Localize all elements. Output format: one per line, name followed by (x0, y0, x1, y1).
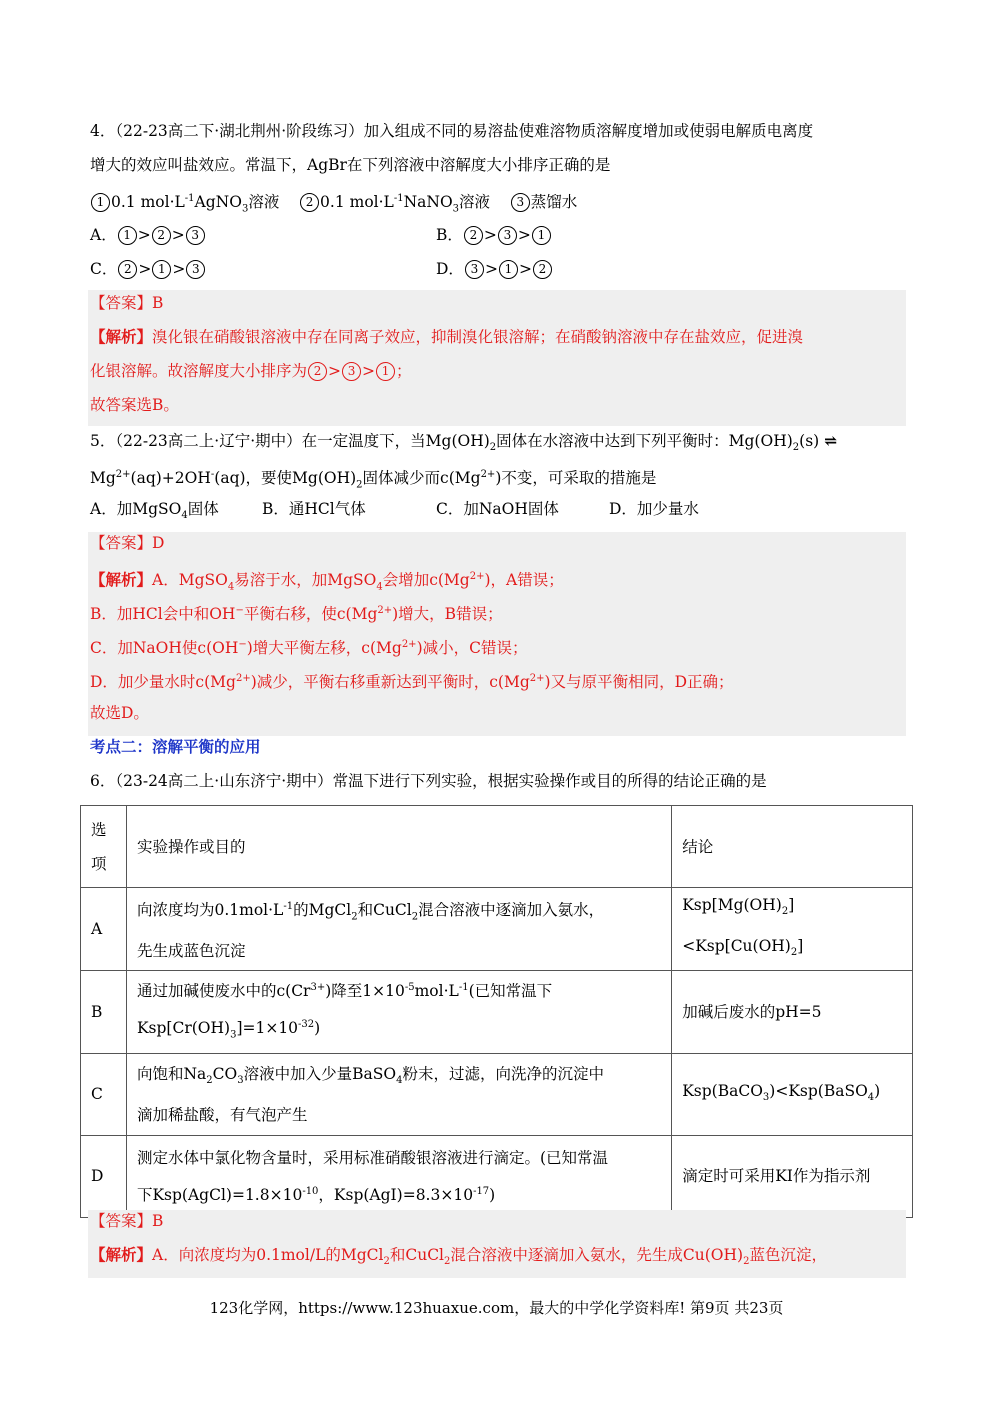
row-conclusion: $Ksp[Mg(OH)_2]<Ksp[Cu(OH)_2]$ (672, 888, 913, 971)
table-row (81, 1053, 913, 1135)
q5-answer: 【答案】D (90, 534, 165, 552)
section-heading: 考点二：溶解平衡的应用 (90, 737, 261, 756)
row-conclusion: 加碱后废水的pH=5 (672, 971, 913, 1053)
q4-option-a: A． 1 > 2 > 3 (90, 224, 206, 246)
row-conclusion: Ksp(BaCO$_3$)<Ksp(BaSO$_4$) (672, 1053, 913, 1135)
q4-explanation-line2: 化银溶解。故溶解度大小排序为 2 > 3 > 1 ； (90, 362, 412, 380)
q5-explanation-line3: C．加NaOH使c(OH−)增大平衡左移，$c(Mg^{2+})$减小，C错误； (90, 639, 528, 658)
row-operation: 向浓度均为$0.1mol\cdot L^{-1}$的MgCl$_2$和CuCl$_2$混合溶液中逐滴加入氨水， 先生成蓝色沉淀 (126, 888, 671, 971)
q4-answer-box (88, 290, 906, 426)
table-row (81, 1135, 913, 1217)
row-operation: 向饱和$Na_2CO_3$溶液中加入少量BaSO$_4$粉末，过滤，向洗净的沉淀中 滴加稀盐酸，有气泡产生 (126, 1053, 671, 1135)
page-footer: 123化学网，https://www.123huaxue.com，最大的中学化学资料库! 第9页 共23页 (209, 1299, 784, 1317)
table-row (81, 971, 913, 1053)
row-conclusion: 滴定时可采用KI作为指示剂 (672, 1135, 913, 1217)
q6-stem: 6．（23-24高二上·山东济宁·期中）常温下进行下列实验，根据实验操作或目的所得的结论正确的是 (90, 772, 767, 790)
q5-stem-line1: 5．（22-23高二上·辽宁·期中）在一定温度下，当$Mg(OH)_2$固体在水溶液中达到下列平衡时：$Mg(OH)_2(s)$ ⇌ (90, 431, 838, 454)
table-header-row (81, 806, 913, 888)
header-conclusion: 结论 (672, 806, 913, 888)
q5-explanation-line5: 故选D。 (90, 704, 149, 722)
header-option: 选 项 (81, 806, 127, 888)
row-option: C (81, 1053, 127, 1135)
q4-explanation-line3: 故答案选B。 (90, 396, 179, 414)
row-option: A (81, 888, 127, 971)
row-option: B (81, 971, 127, 1053)
q4-solutions: 1 0.1 $mol\cdot L^{-1}AgNO_3$溶液 2 0.1 $mol\cdot L^{-1}NaNO_3$溶液 3 蒸馏水 (90, 188, 577, 220)
q5-explanation-line4: D．加少量水时$c(Mg^{2+})$减少，平衡右移重新达到平衡时，$c(Mg^{2+})$又与原平衡相同，D正确； (90, 673, 734, 692)
q4-option-c: C． 2 > 1 > 3 (90, 258, 206, 280)
q5-option-b: B．通HCl气体 (262, 500, 366, 518)
q5-explanation-line2: B．加HCl会中和OH−平衡右移，使$c(Mg^{2+})$增大，B错误； (90, 605, 503, 624)
q5-option-a: A．加MgSO$_4$固体 (90, 500, 219, 522)
row-operation: 通过加碱使废水中的$c(Cr^{3+})$降至$1\times 10^{-5}mol\cdot L^{-1}$(已知常温下 $Ksp[Cr(OH)_3]=1\times 10^{-32}$) (126, 971, 671, 1053)
q6-explanation-line1: 【解析】A．向浓度均为0.1mol/L的MgCl$_2$和CuCl$_2$混合溶液中逐滴加入氨水，先生成$Cu(OH)_2$蓝色沉淀， (90, 1245, 827, 1268)
q5-explanation-line1: 【解析】A．MgSO$_4$易溶于水，加MgSO$_4$会增加$c(Mg^{2+})$，A错误； (90, 570, 564, 593)
q5-option-c: C．加NaOH固体 (436, 500, 559, 518)
q5-option-d: D．加少量水 (609, 500, 699, 518)
header-operation: 实验操作或目的 (126, 806, 671, 888)
row-operation: 测定水体中氯化物含量时，采用标准硝酸银溶液进行滴定。(已知常温 下$Ksp(AgCl)=1.8\times 10^{-10}$，$Ksp(AgI)=8.3\times 10^{-17}$) (126, 1135, 671, 1217)
q4-answer: 【答案】B (90, 294, 164, 312)
q4-stem-line1: 4．（22-23高二下·湖北荆州·阶段练习）加入组成不同的易溶盐使难溶物质溶解度增加或使弱电解质电离度 (90, 122, 814, 140)
q6-table (80, 805, 913, 1218)
table-row (81, 888, 913, 971)
q4-option-b: B． 2 > 3 > 1 (436, 224, 552, 246)
q6-answer: 【答案】B (90, 1212, 164, 1230)
q4-explanation-line1: 【解析】溴化银在硝酸银溶液中存在同离子效应，抑制溴化银溶解；在硝酸钠溶液中存在盐效应，促进溴 (90, 327, 804, 346)
q4-option-d: D． 3 > 1 > 2 (436, 258, 553, 280)
q5-stem-line2: $Mg^{2+}(aq)+2OH^-(aq)$，要使$Mg(OH)_2$固体减少而$c(Mg^{2+})$不变，可采取的措施是 (90, 469, 657, 491)
row-option: D (81, 1135, 127, 1217)
q4-stem-line2: 增大的效应叫盐效应。常温下，AgBr在下列溶液中溶解度大小排序正确的是 (90, 156, 611, 174)
